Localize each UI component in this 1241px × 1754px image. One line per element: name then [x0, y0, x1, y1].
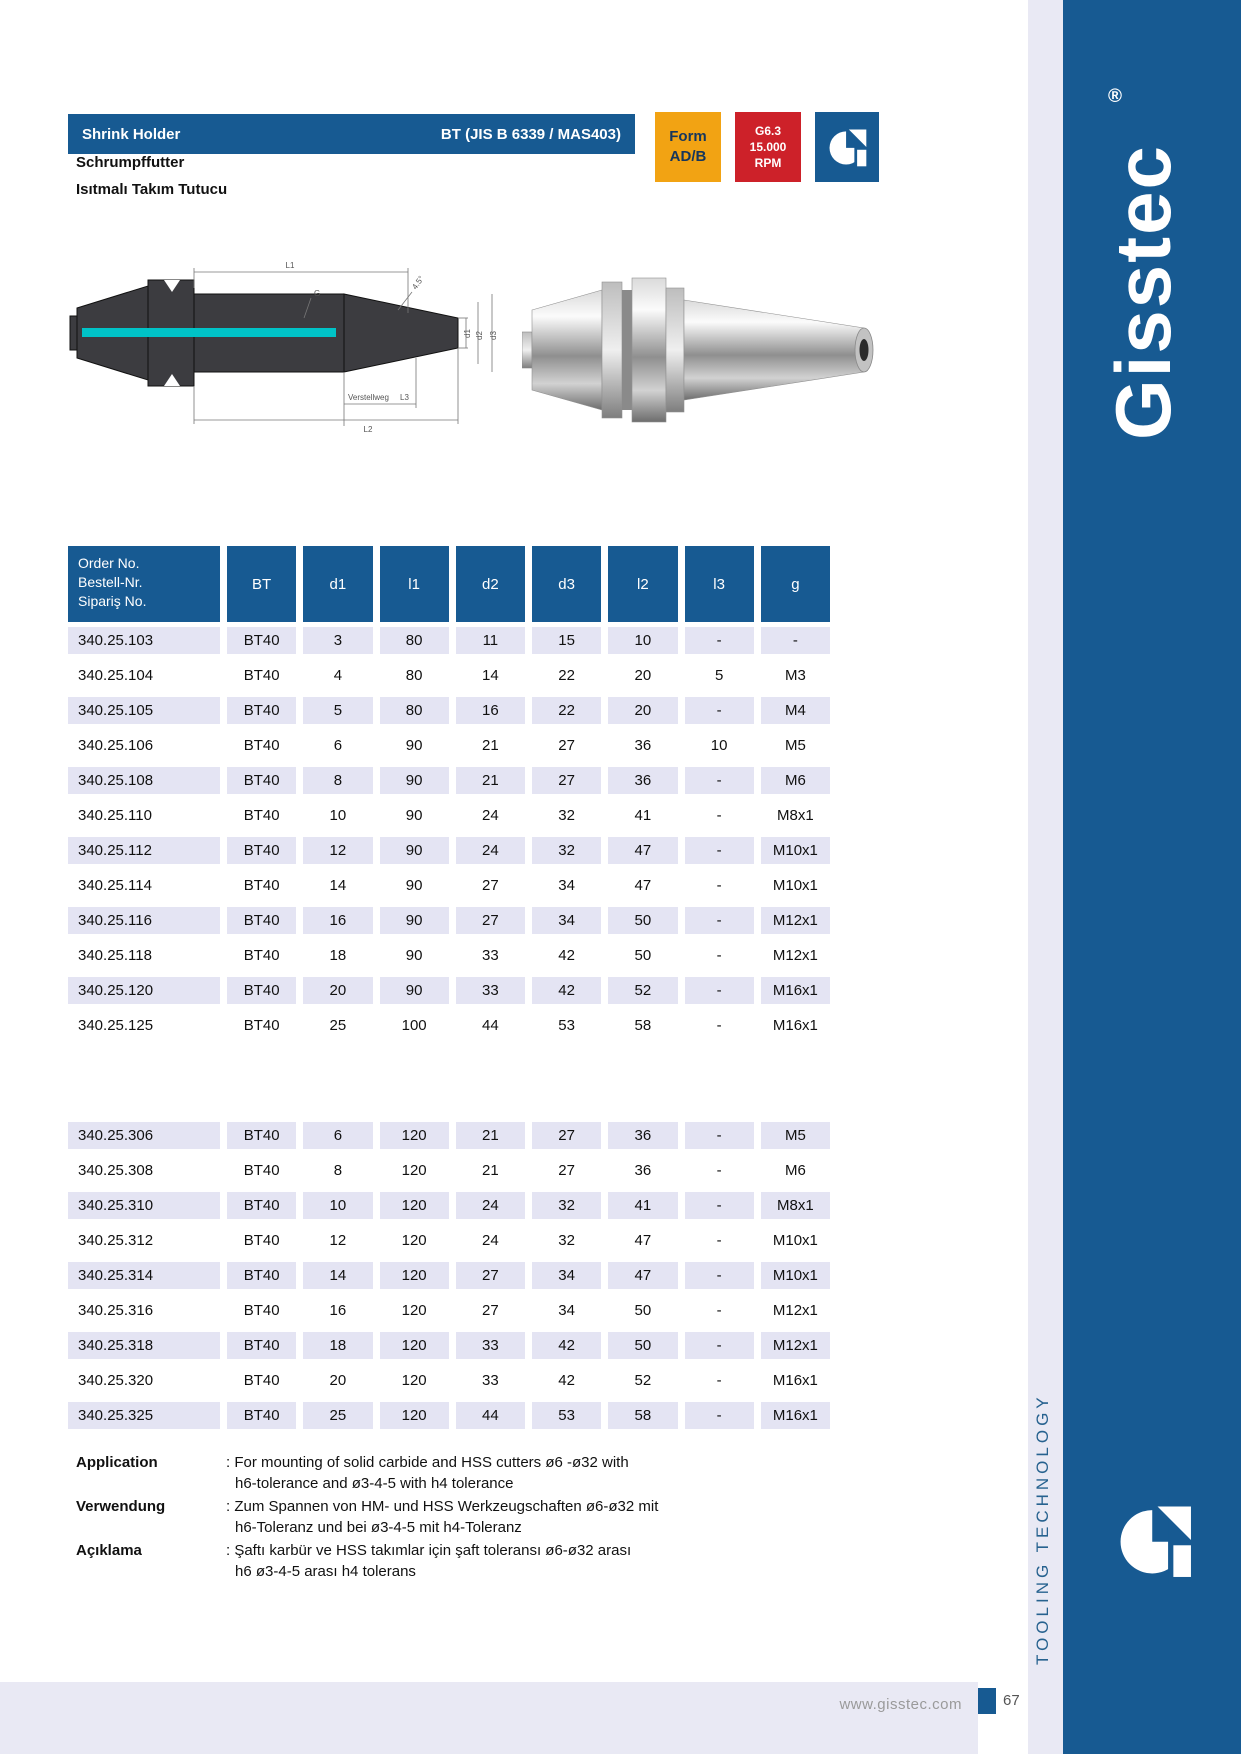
cell-d3: 32 — [532, 837, 601, 864]
cell-d2: 24 — [456, 1192, 525, 1219]
table-row — [68, 1402, 830, 1429]
cell-g: M5 — [784, 737, 806, 754]
cell-order: 340.25.325 — [68, 1402, 220, 1429]
cell-order: 340.25.106 — [78, 737, 154, 754]
dim-label-l1: L1 — [285, 261, 295, 270]
cell-l1: 80 — [380, 627, 449, 654]
cell-bt: BT40 — [227, 1122, 296, 1149]
cell-l1: 90 — [405, 877, 423, 894]
cell-g: M16x1 — [772, 1017, 818, 1034]
application-text-line1: : For mounting of solid carbide and HSS cutters ø6 -ø32 with — [226, 1454, 629, 1471]
cell-g: M6 — [784, 1162, 806, 1179]
balance-badge — [735, 112, 801, 182]
cell-d2: 33 — [456, 1332, 525, 1359]
cell-g: M12x1 — [772, 947, 818, 964]
cell-g: - — [761, 627, 830, 654]
application-row-tr — [76, 1540, 796, 1582]
cell-bt: BT40 — [227, 767, 296, 794]
cell-l2: 50 — [634, 1302, 652, 1319]
cell-l3: - — [685, 1192, 754, 1219]
cell-order: 340.25.110 — [78, 807, 152, 824]
cell-d1: 18 — [303, 1332, 372, 1359]
dim-label-l2: L2 — [363, 425, 373, 434]
table-row — [68, 1297, 830, 1324]
cell-order: 340.25.104 — [78, 667, 154, 684]
cell-l3: - — [716, 1302, 722, 1319]
footer-band — [0, 1682, 978, 1754]
technical-drawing — [68, 258, 500, 440]
subtitle-german: Schrumpffutter — [76, 154, 185, 171]
gisstec-mark-icon — [824, 124, 870, 170]
cell-d3: 42 — [558, 947, 575, 964]
cell-order: 340.25.125 — [78, 1017, 154, 1034]
cell-d1: 5 — [303, 697, 372, 724]
cell-d3: 53 — [558, 1017, 575, 1034]
cell-l3: - — [716, 877, 722, 894]
cell-l2: 52 — [634, 1372, 652, 1389]
cell-l2: 36 — [634, 1162, 652, 1179]
cell-l3: - — [716, 1232, 722, 1249]
cell-d3: 34 — [558, 1302, 575, 1319]
cell-l1: 90 — [380, 907, 449, 934]
cell-l1: 90 — [380, 837, 449, 864]
cell-d1: 10 — [303, 1192, 372, 1219]
cell-l1: 120 — [401, 1372, 427, 1389]
cell-d3: 27 — [532, 767, 601, 794]
cell-d3: 27 — [532, 1122, 601, 1149]
cell-d1: 14 — [303, 1262, 372, 1289]
column-header-l2: l2 — [608, 546, 677, 622]
cell-d2: 27 — [482, 877, 499, 894]
dim-label-d3: d3 — [489, 331, 498, 340]
cell-d1: 16 — [329, 1302, 347, 1319]
cell-l2: 41 — [634, 807, 652, 824]
cell-d2: 21 — [456, 1122, 525, 1149]
table-row — [68, 802, 830, 829]
cell-d3: 34 — [558, 877, 575, 894]
cell-d2: 21 — [456, 767, 525, 794]
cell-g: M10x1 — [761, 1262, 830, 1289]
cell-d2: 21 — [482, 737, 499, 754]
cell-d1: 10 — [329, 807, 347, 824]
aciklama-text-line2: h6 ø3-4-5 arası h4 tolerans — [235, 1563, 416, 1580]
cell-d3: 53 — [532, 1402, 601, 1429]
cell-d2: 21 — [482, 1162, 499, 1179]
dim-label-d1: d1 — [463, 329, 472, 338]
cell-d2: 33 — [482, 947, 499, 964]
column-header-d2: d2 — [456, 546, 525, 622]
form-badge — [655, 112, 721, 182]
cell-bt: BT40 — [227, 837, 296, 864]
cell-order: 340.25.108 — [68, 767, 220, 794]
cell-l1: 120 — [380, 1122, 449, 1149]
table-row — [68, 1012, 830, 1039]
application-row-en — [76, 1452, 796, 1494]
cell-l1: 90 — [405, 807, 423, 824]
cell-bt: BT40 — [227, 977, 296, 1004]
cell-l3: - — [716, 947, 722, 964]
cell-l2: 47 — [608, 1262, 677, 1289]
subtitle-turkish: Isıtmalı Takım Tutucu — [76, 181, 228, 198]
cell-l1: 120 — [401, 1302, 427, 1319]
table-row — [68, 872, 830, 899]
table-row — [68, 1157, 830, 1184]
cell-d1: 25 — [329, 1017, 347, 1034]
cell-d1: 20 — [329, 1372, 347, 1389]
cell-d2: 27 — [456, 907, 525, 934]
cell-l3: - — [685, 1402, 754, 1429]
cell-l2: 20 — [608, 697, 677, 724]
cell-l2: 50 — [608, 907, 677, 934]
cell-l3: - — [716, 1372, 722, 1389]
cell-l1: 90 — [380, 977, 449, 1004]
table-row — [68, 1192, 830, 1219]
cell-g: M10x1 — [761, 837, 830, 864]
table-block-2 — [68, 1122, 830, 1437]
cell-bt: BT40 — [227, 1262, 296, 1289]
cell-l2: 52 — [608, 977, 677, 1004]
cell-d3: 42 — [558, 1372, 575, 1389]
cell-bt: BT40 — [243, 737, 280, 754]
cell-order: 340.25.116 — [68, 907, 220, 934]
cell-d3: 42 — [532, 1332, 601, 1359]
cell-d2: 24 — [456, 837, 525, 864]
table-row — [68, 907, 830, 934]
cell-l1: 80 — [380, 697, 449, 724]
verwendung-text-line2: h6-Toleranz und bei ø3-4-5 mit h4-Toleranz — [235, 1519, 522, 1536]
table-row — [68, 837, 830, 864]
cell-l1: 120 — [380, 1332, 449, 1359]
cell-g: M4 — [761, 697, 830, 724]
column-header-d3: d3 — [532, 546, 601, 622]
cell-d1: 20 — [303, 977, 372, 1004]
cell-l2: 36 — [608, 767, 677, 794]
column-header-l3: l3 — [685, 546, 754, 622]
cell-l1: 80 — [405, 667, 423, 684]
cell-l2: 47 — [634, 877, 652, 894]
cell-d1: 25 — [303, 1402, 372, 1429]
standard-title: BT (JIS B 6339 / MAS403) — [440, 125, 621, 143]
dim-label-d2: d2 — [475, 331, 484, 340]
cell-l2: 50 — [608, 1332, 677, 1359]
cell-l3: - — [685, 627, 754, 654]
cell-d1: 18 — [329, 947, 347, 964]
aciklama-text-line1: : Şaftı karbür ve HSS takımlar için şaft toleransı ø6-ø32 arası — [226, 1542, 632, 1559]
cell-bt: BT40 — [243, 1162, 280, 1179]
cell-order: 340.25.105 — [68, 697, 220, 724]
cell-d2: 24 — [482, 807, 499, 824]
cell-l3: - — [716, 1017, 722, 1034]
cell-l3: 5 — [714, 667, 724, 684]
cell-order: 340.25.312 — [78, 1232, 154, 1249]
cell-bt: BT40 — [243, 1017, 280, 1034]
cell-order: 340.25.120 — [68, 977, 220, 1004]
page-title: Shrink Holder — [82, 125, 181, 143]
cell-d3: 22 — [532, 697, 601, 724]
page-number: 67 — [1003, 1692, 1020, 1709]
cell-d1: 6 — [333, 737, 343, 754]
cell-order: 340.25.316 — [78, 1302, 154, 1319]
brand-logo-sidebar — [1110, 1496, 1198, 1589]
cell-d2: 27 — [456, 1262, 525, 1289]
cell-d2: 33 — [456, 977, 525, 1004]
cell-order: 340.25.308 — [78, 1162, 154, 1179]
cell-l2: 58 — [608, 1402, 677, 1429]
cell-d3: 27 — [558, 1162, 575, 1179]
cell-l2: 10 — [608, 627, 677, 654]
table-row — [68, 977, 830, 1004]
column-header-order-no: Order No. Bestell-Nr. Sipariş No. — [68, 546, 220, 622]
cell-d2: 44 — [482, 1017, 499, 1034]
cell-order: 340.25.103 — [68, 627, 220, 654]
cell-g: M5 — [761, 1122, 830, 1149]
table-row — [68, 1367, 830, 1394]
cell-l2: 50 — [634, 947, 652, 964]
cell-bt: BT40 — [243, 947, 280, 964]
gisstec-mark-icon — [1110, 1496, 1198, 1584]
column-header-l1: l1 — [380, 546, 449, 622]
cell-g: M16x1 — [761, 1402, 830, 1429]
cell-d3: 32 — [532, 1192, 601, 1219]
application-row-de — [76, 1496, 796, 1538]
aciklama-label: Açıklama — [76, 1542, 142, 1559]
cell-bt: BT40 — [227, 627, 296, 654]
cell-g: M8x1 — [761, 1192, 830, 1219]
cell-d3: 32 — [558, 807, 575, 824]
cell-d1: 14 — [329, 877, 347, 894]
cell-l1: 120 — [380, 1402, 449, 1429]
cell-order: 340.25.112 — [68, 837, 220, 864]
cell-order: 340.25.314 — [68, 1262, 220, 1289]
cell-bt: BT40 — [227, 697, 296, 724]
cell-l2: 47 — [608, 837, 677, 864]
cell-l1: 120 — [401, 1232, 427, 1249]
dim-label-verstellweg: Verstellweg — [348, 393, 389, 402]
cell-l3: - — [685, 977, 754, 1004]
cell-l1: 90 — [405, 737, 423, 754]
cell-order: 340.25.320 — [78, 1372, 154, 1389]
cell-l3: - — [685, 837, 754, 864]
cell-l2: 20 — [634, 667, 652, 684]
column-header-g: g — [761, 546, 830, 622]
cell-d2: 11 — [456, 627, 525, 654]
cell-bt: BT40 — [243, 1372, 280, 1389]
cell-l1: 120 — [380, 1192, 449, 1219]
table-row — [68, 732, 830, 759]
cell-d1: 6 — [303, 1122, 372, 1149]
cell-d3: 22 — [558, 667, 575, 684]
cell-d1: 12 — [303, 837, 372, 864]
cell-d1: 8 — [333, 1162, 343, 1179]
cell-g: M16x1 — [772, 1372, 818, 1389]
cell-l3: - — [685, 697, 754, 724]
cell-g: M10x1 — [772, 877, 818, 894]
cell-bt: BT40 — [227, 907, 296, 934]
cell-d2: 44 — [456, 1402, 525, 1429]
cell-order: 340.25.118 — [78, 947, 152, 964]
bore-highlight — [82, 328, 336, 337]
cell-d1: 4 — [333, 667, 343, 684]
brand-wordmark-vertical: Gisstec — [1099, 144, 1187, 440]
cell-order: 340.25.306 — [68, 1122, 220, 1149]
cell-d3: 34 — [532, 1262, 601, 1289]
cell-bt: BT40 — [227, 1332, 296, 1359]
cell-g: M12x1 — [761, 1332, 830, 1359]
cell-d1: 8 — [303, 767, 372, 794]
cell-l3: - — [685, 1122, 754, 1149]
cell-l1: 90 — [405, 947, 423, 964]
cell-g: M12x1 — [772, 1302, 818, 1319]
cell-order: 340.25.310 — [68, 1192, 220, 1219]
cell-bt: BT40 — [227, 1402, 296, 1429]
cell-bt: BT40 — [243, 877, 280, 894]
table-row — [68, 1262, 830, 1289]
cell-l2: 41 — [608, 1192, 677, 1219]
application-label: Application — [76, 1454, 158, 1471]
cell-g: M6 — [761, 767, 830, 794]
cell-g: M8x1 — [777, 807, 814, 824]
table-row — [68, 1122, 830, 1149]
form-badge-line1: Form — [669, 128, 707, 145]
table-row — [68, 662, 830, 689]
cell-d2: 27 — [482, 1302, 499, 1319]
registered-symbol: ® — [1108, 86, 1122, 107]
cell-l3: - — [685, 767, 754, 794]
cell-d1: 16 — [303, 907, 372, 934]
cell-g: M3 — [784, 667, 806, 684]
cell-d2: 24 — [482, 1232, 499, 1249]
cell-g: M16x1 — [761, 977, 830, 1004]
website-url: www.gisstec.com — [839, 1696, 962, 1713]
table-header — [68, 546, 830, 622]
cell-bt: BT40 — [243, 1232, 280, 1249]
cell-bt: BT40 — [243, 807, 280, 824]
cell-bt: BT40 — [243, 667, 280, 684]
brand-logo-icon — [815, 112, 879, 182]
cell-l1: 120 — [401, 1162, 427, 1179]
cell-g: M12x1 — [761, 907, 830, 934]
cell-l3: - — [685, 1332, 754, 1359]
column-header-d1: d1 — [303, 546, 372, 622]
column-header-bt: BT — [227, 546, 296, 622]
cell-order: 340.25.318 — [68, 1332, 220, 1359]
balance-badge-line1: G6.3 — [754, 124, 781, 138]
product-photo — [522, 272, 894, 430]
cell-d1: 12 — [329, 1232, 347, 1249]
dim-label-l3: L3 — [400, 393, 409, 402]
cell-d3: 27 — [558, 737, 575, 754]
cell-d2: 16 — [456, 697, 525, 724]
table-row — [68, 627, 830, 654]
cell-g: M10x1 — [772, 1232, 818, 1249]
application-notes — [76, 1452, 796, 1584]
cell-l2: 36 — [634, 737, 652, 754]
cell-l1: 90 — [380, 767, 449, 794]
cell-d2: 14 — [482, 667, 499, 684]
tooling-technology-vertical: TOOLING TECHNOLOGY — [1033, 1393, 1052, 1665]
table-block-1 — [68, 627, 830, 1047]
table-row — [68, 942, 830, 969]
table-row — [68, 697, 830, 724]
cell-bt: BT40 — [227, 1192, 296, 1219]
application-text-line2: h6-tolerance and ø3-4-5 with h4 tolerance — [235, 1475, 514, 1492]
cell-l3: 10 — [710, 737, 728, 754]
balance-badge-line2: 15.000 RPM — [749, 140, 787, 170]
cell-d2: 33 — [482, 1372, 499, 1389]
title-bar — [68, 114, 635, 154]
dim-label-angle: 4.5° — [410, 274, 426, 292]
cell-l2: 58 — [634, 1017, 652, 1034]
cell-l3: - — [716, 807, 722, 824]
cell-l2: 47 — [634, 1232, 652, 1249]
form-badge-line2: AD/B — [669, 148, 707, 165]
cell-l1: 100 — [401, 1017, 427, 1034]
table-row — [68, 767, 830, 794]
table-row — [68, 1332, 830, 1359]
cell-l3: - — [685, 907, 754, 934]
cell-l3: - — [685, 1262, 754, 1289]
dim-label-g: G — [314, 289, 321, 298]
verwendung-label: Verwendung — [76, 1498, 166, 1515]
cell-order: 340.25.114 — [78, 877, 152, 894]
cell-l2: 36 — [608, 1122, 677, 1149]
cell-d3: 42 — [532, 977, 601, 1004]
page-number-marker — [978, 1688, 996, 1714]
verwendung-text-line1: : Zum Spannen von HM- und HSS Werkzeugschaften ø6-ø32 mit — [226, 1498, 659, 1515]
cell-bt: BT40 — [243, 1302, 280, 1319]
table-row — [68, 1227, 830, 1254]
cell-l3: - — [716, 1162, 722, 1179]
cell-d1: 3 — [303, 627, 372, 654]
cell-d3: 15 — [532, 627, 601, 654]
cell-l1: 120 — [380, 1262, 449, 1289]
cell-d3: 32 — [558, 1232, 575, 1249]
cell-d3: 34 — [532, 907, 601, 934]
